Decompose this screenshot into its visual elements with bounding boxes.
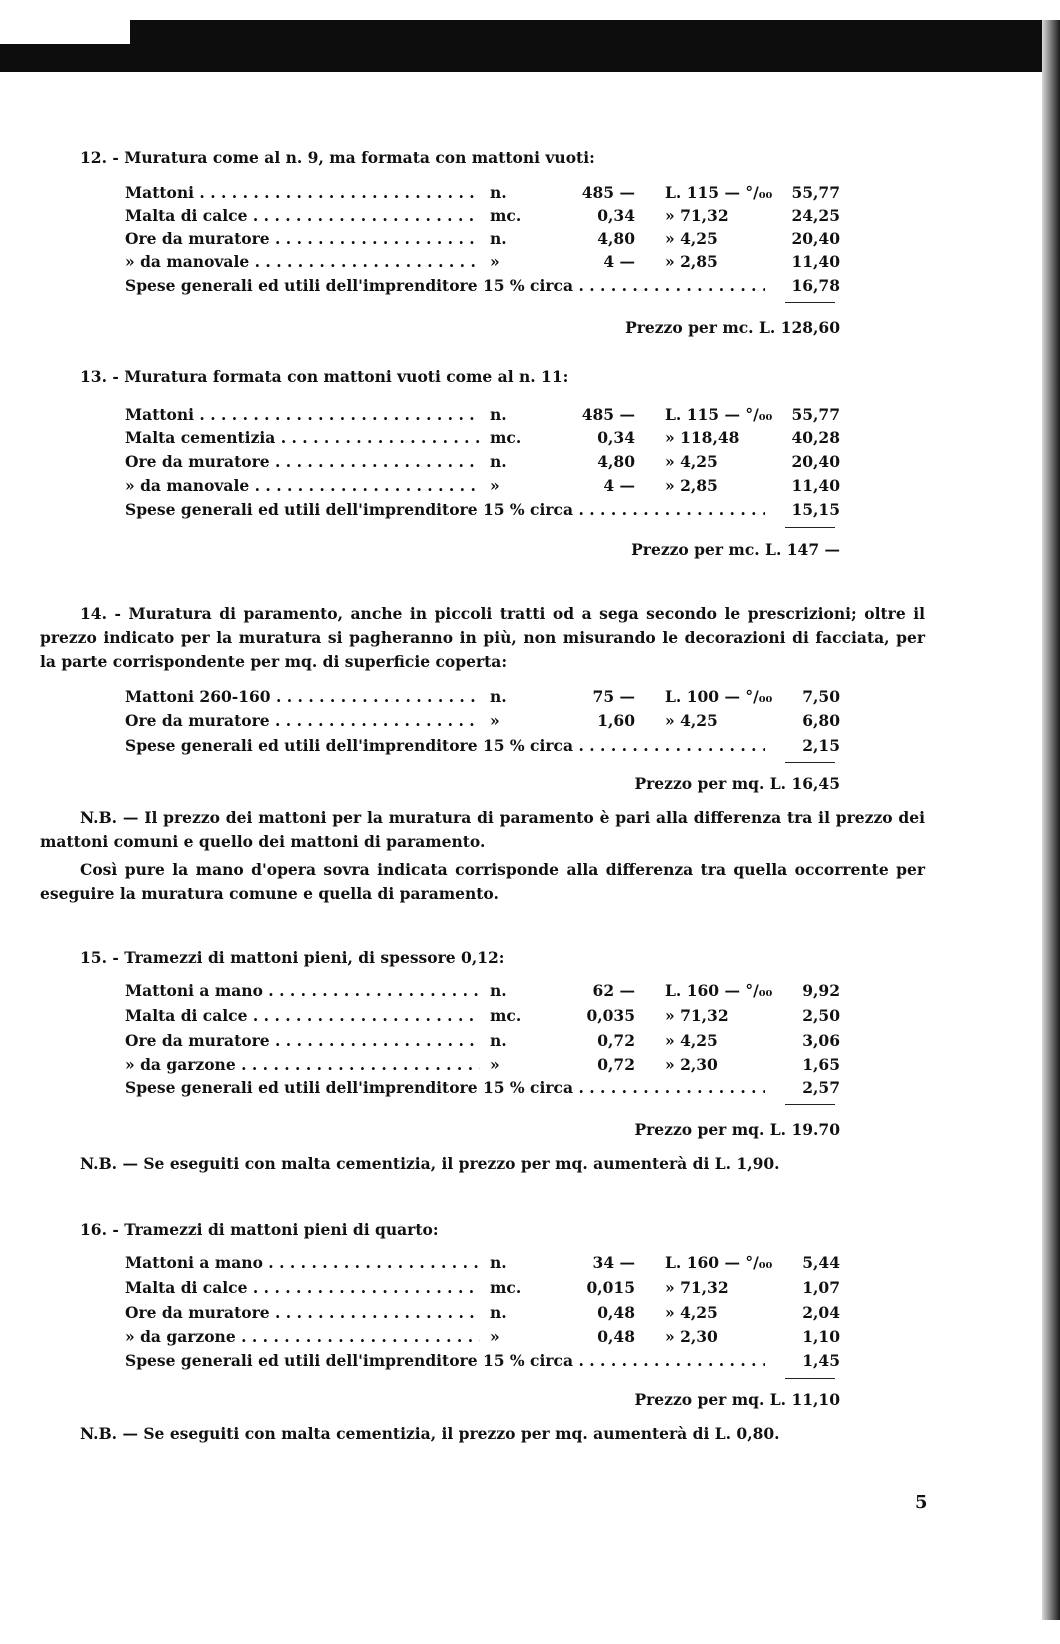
row-price: » 4,25 [665, 1303, 718, 1322]
table-row [125, 981, 840, 1003]
row-unit: mc. [490, 1006, 522, 1025]
row-unit: n. [490, 1253, 507, 1272]
row-amount: 5,44 [802, 1253, 840, 1272]
row-qty: 0,72 [597, 1055, 635, 1074]
section-14-total: Prezzo per mq. L. 16,45 [634, 774, 840, 793]
row-label: » da manovale . . . [125, 476, 480, 495]
table-row [125, 687, 840, 709]
table-row [125, 1006, 840, 1028]
row-label: Malta di calce . . . [125, 1278, 480, 1297]
overhead-row [125, 1078, 840, 1100]
row-amount: 24,25 [791, 206, 840, 225]
row-label: Ore da muratore . . . [125, 1031, 480, 1050]
row-qty: 0,34 [597, 428, 635, 447]
overhead-row [125, 1351, 840, 1373]
row-amount: 11,40 [791, 252, 840, 271]
row-price: » 118,48 [665, 428, 740, 447]
row-price: » 2,85 [665, 476, 718, 495]
row-unit: n. [490, 981, 507, 1000]
row-label: Mattoni . . . [125, 405, 480, 424]
row-unit: » [490, 1327, 500, 1346]
table-row [125, 711, 840, 733]
row-qty: 0,035 [586, 1006, 635, 1025]
section-16-note: N.B. — Se eseguiti con malta cementizia, il prezzo per mq. aumenterà di L. 0,80. [80, 1424, 780, 1443]
sum-rule [785, 527, 835, 528]
row-price: » 4,25 [665, 229, 718, 248]
row-label: Ore da muratore . . . [125, 229, 480, 248]
row-amount: 2,50 [802, 1006, 840, 1025]
row-amount: 1,07 [802, 1278, 840, 1297]
row-amount: 55,77 [791, 183, 840, 202]
row-unit: mc. [490, 428, 522, 447]
row-amount: 9,92 [802, 981, 840, 1000]
row-qty: 0,015 [586, 1278, 635, 1297]
section-14-heading: 14. - Muratura di paramento, anche in piccoli tratti od a sega secondo le prescrizioni; oltre il prezzo indicato per la muratura si pagheranno in più, non misurando le decorazioni di facciata, per la parte corrispondente per mq. di superficie coperta: [40, 604, 925, 671]
table-row [125, 1055, 840, 1077]
page-number: 5 [915, 1492, 928, 1513]
row-unit: » [490, 252, 500, 271]
overhead-label: Spese generali ed utili dell'imprenditore 15 % circa . . . [125, 1351, 765, 1370]
row-price: » 71,32 [665, 1278, 729, 1297]
row-qty: 4,80 [597, 452, 635, 471]
row-qty: 0,48 [597, 1303, 635, 1322]
overhead-label: Spese generali ed utili dell'imprenditore 15 % circa . . . [125, 276, 765, 295]
row-qty: 4 — [603, 252, 635, 271]
table-row [125, 1031, 840, 1053]
row-amount: 1,65 [802, 1055, 840, 1074]
overhead-row [125, 736, 840, 758]
row-qty: 1,60 [597, 711, 635, 730]
overhead-amount: 15,15 [791, 500, 840, 519]
row-unit: n. [490, 405, 507, 424]
row-label: » da garzone . . . [125, 1055, 480, 1074]
row-unit: » [490, 476, 500, 495]
section-15-total: Prezzo per mq. L. 19.70 [634, 1120, 840, 1139]
row-qty: 62 — [592, 981, 635, 1000]
table-row [125, 1278, 840, 1300]
row-price: » 2,30 [665, 1327, 718, 1346]
row-qty: 0,34 [597, 206, 635, 225]
row-label: Mattoni 260-160 . . . [125, 687, 480, 706]
row-unit: mc. [490, 206, 522, 225]
row-qty: 4 — [603, 476, 635, 495]
overhead-label: Spese generali ed utili dell'imprenditore 15 % circa . . . [125, 1078, 765, 1097]
table-row [125, 229, 840, 251]
overhead-amount: 2,57 [802, 1078, 840, 1097]
row-price: L. 160 — °/₀₀ [665, 1253, 773, 1272]
row-price: L. 115 — °/₀₀ [665, 405, 773, 424]
row-label: » da manovale . . . [125, 252, 480, 271]
section-13-heading: 13. - Muratura formata con mattoni vuoti come al n. 11: [80, 367, 569, 386]
overhead-label: Spese generali ed utili dell'imprenditore 15 % circa . . . [125, 500, 765, 519]
row-amount: 7,50 [802, 687, 840, 706]
row-label: Mattoni a mano . . . [125, 1253, 480, 1272]
table-row [125, 1327, 840, 1349]
section-14-note-2: Così pure la mano d'opera sovra indicata corrisponde alla differenza tra quella occorrente per eseguire la muratura comune e quella di paramento. [40, 860, 925, 903]
overhead-amount: 1,45 [802, 1351, 840, 1370]
row-unit: n. [490, 1303, 507, 1322]
row-label: Mattoni . . . [125, 183, 480, 202]
row-unit: n. [490, 1031, 507, 1050]
table-row [125, 476, 840, 498]
sum-rule [785, 1104, 835, 1105]
row-unit: » [490, 711, 500, 730]
row-amount: 3,06 [802, 1031, 840, 1050]
row-price: » 4,25 [665, 711, 718, 730]
overhead-amount: 16,78 [791, 276, 840, 295]
row-unit: » [490, 1055, 500, 1074]
row-amount: 40,28 [791, 428, 840, 447]
section-14-note-1: N.B. — Il prezzo dei mattoni per la muratura di paramento è pari alla differenza tra il prezzo dei mattoni comuni e quello dei mattoni di paramento. [40, 808, 925, 851]
row-price: L. 115 — °/₀₀ [665, 183, 773, 202]
overhead-amount: 2,15 [802, 736, 840, 755]
row-qty: 485 — [581, 405, 635, 424]
row-label: Ore da muratore . . . [125, 452, 480, 471]
row-qty: 34 — [592, 1253, 635, 1272]
row-unit: mc. [490, 1278, 522, 1297]
table-row [125, 1303, 840, 1325]
section-16-heading: 16. - Tramezzi di mattoni pieni di quarto: [80, 1220, 439, 1239]
row-amount: 2,04 [802, 1303, 840, 1322]
row-label: Mattoni a mano . . . [125, 981, 480, 1000]
overhead-label: Spese generali ed utili dell'imprenditore 15 % circa . . . [125, 736, 765, 755]
row-unit: n. [490, 183, 507, 202]
row-qty: 0,72 [597, 1031, 635, 1050]
row-price: L. 100 — °/₀₀ [665, 687, 773, 706]
sum-rule [785, 762, 835, 763]
row-price: » 4,25 [665, 452, 718, 471]
row-price: » 4,25 [665, 1031, 718, 1050]
section-13-total: Prezzo per mc. L. 147 — [631, 540, 840, 559]
row-unit: n. [490, 687, 507, 706]
row-amount: 55,77 [791, 405, 840, 424]
row-amount: 6,80 [802, 711, 840, 730]
row-price: L. 160 — °/₀₀ [665, 981, 773, 1000]
sum-rule [785, 302, 835, 303]
row-qty: 0,48 [597, 1327, 635, 1346]
sum-rule [785, 1378, 835, 1379]
row-qty: 4,80 [597, 229, 635, 248]
section-15-heading: 15. - Tramezzi di mattoni pieni, di spessore 0,12: [80, 948, 505, 967]
section-15-note: N.B. — Se eseguiti con malta cementizia, il prezzo per mq. aumenterà di L. 1,90. [80, 1154, 780, 1173]
row-qty: 75 — [592, 687, 635, 706]
table-row [125, 1253, 840, 1275]
section-16-total: Prezzo per mq. L. 11,10 [634, 1390, 840, 1409]
table-row [125, 405, 840, 427]
row-label: Malta di calce . . . [125, 1006, 480, 1025]
row-price: » 2,85 [665, 252, 718, 271]
section-12-heading: 12. - Muratura come al n. 9, ma formata con mattoni vuoti: [80, 148, 595, 167]
table-row [125, 183, 840, 205]
table-row [125, 428, 840, 450]
row-price: » 71,32 [665, 1006, 729, 1025]
table-row [125, 206, 840, 228]
row-label: Ore da muratore . . . [125, 711, 480, 730]
row-label: Malta cementizia . . . [125, 428, 480, 447]
row-amount: 20,40 [791, 452, 840, 471]
row-qty: 485 — [581, 183, 635, 202]
overhead-row [125, 500, 840, 522]
row-label: Ore da muratore . . . [125, 1303, 480, 1322]
row-unit: n. [490, 229, 507, 248]
row-price: » 2,30 [665, 1055, 718, 1074]
row-label: Malta di calce . . . [125, 206, 480, 225]
table-row [125, 452, 840, 474]
row-amount: 1,10 [802, 1327, 840, 1346]
row-unit: n. [490, 452, 507, 471]
row-amount: 20,40 [791, 229, 840, 248]
section-12-total: Prezzo per mc. L. 128,60 [625, 318, 840, 337]
overhead-row [125, 276, 840, 298]
table-row [125, 252, 840, 274]
row-price: » 71,32 [665, 206, 729, 225]
row-label: » da garzone . . . [125, 1327, 480, 1346]
row-amount: 11,40 [791, 476, 840, 495]
